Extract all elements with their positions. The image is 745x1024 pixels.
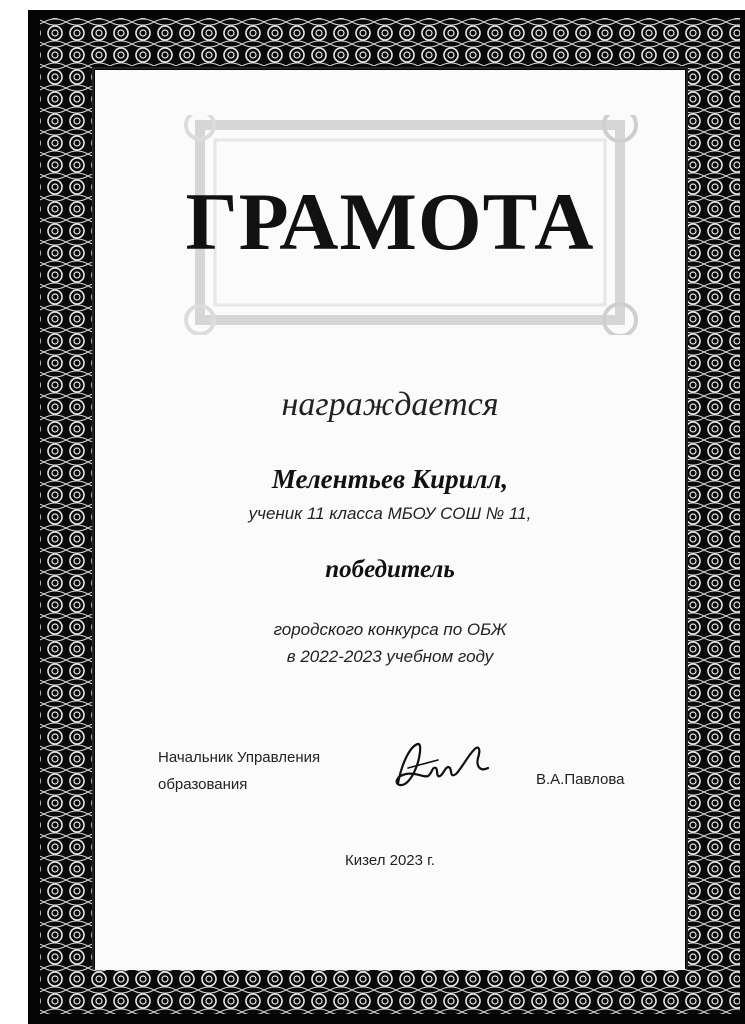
recipient-name: Мелентьев Кирилл, <box>271 464 509 494</box>
signatory-name: В.А.Павлова <box>536 771 625 788</box>
recipient-details: ученик 11 класса МБОУ СОШ № 11, <box>248 504 532 523</box>
place-and-date: Кизел 2023 г. <box>345 852 435 869</box>
contest-line-1: городского конкурса по ОБЖ <box>273 620 507 639</box>
handwritten-signature <box>380 738 500 798</box>
signatory-title-line-2: образования <box>158 776 248 793</box>
contest-line-2: в 2022-2023 учебном году <box>286 647 494 666</box>
distinction-label: победитель <box>325 556 455 583</box>
certificate-title: ГРАМОТА <box>185 176 595 267</box>
awarded-label: награждается <box>281 386 499 423</box>
signatory-title-line-1: Начальник Управления <box>158 749 321 766</box>
signatory-title <box>158 744 320 798</box>
contest-description <box>0 616 745 670</box>
